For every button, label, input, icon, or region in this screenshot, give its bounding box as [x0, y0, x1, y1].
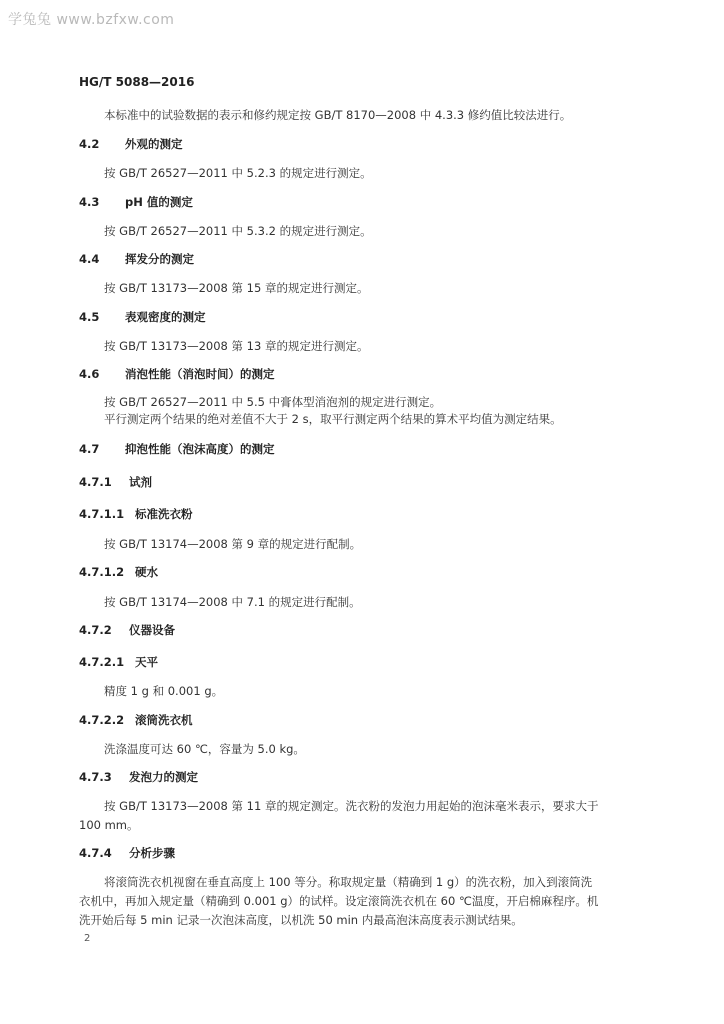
section-number: 4.7.2	[79, 623, 112, 637]
section-title: 外观的测定	[125, 137, 183, 151]
paragraph-continuation-line: 衣机中，再加入规定量（精确到 0.001 g）的试样。设定滚筒洗衣机在 60 ℃温度，开启棉麻程序。机	[79, 894, 599, 908]
section-number: 4.3	[79, 195, 100, 209]
section-title: 试剂	[129, 475, 152, 489]
section-title: 分析步骤	[129, 846, 175, 860]
paragraph-line: 将滚筒洗衣机视窗在垂直高度上 100 等分。称取规定量（精确到 1 g）的洗衣粉，加入到滚筒洗	[104, 875, 593, 889]
section-heading-4-7-4	[79, 845, 175, 861]
section-heading-4-7	[79, 441, 275, 457]
section-heading-4-7-2-2	[79, 712, 193, 728]
section-title: pH 值的测定	[125, 195, 193, 209]
section-title: 发泡力的测定	[129, 770, 198, 784]
paragraph-line: 按 GB/T 13173—2008 第 11 章的规定测定。洗衣粉的发泡力用起始的泡沫毫米表示，要求大于	[104, 799, 599, 813]
section-heading-4-7-1-1	[79, 506, 193, 522]
section-number: 4.7	[79, 442, 100, 456]
paragraph-line: 平行测定两个结果的绝对差值不大于 2 s，取平行测定两个结果的算术平均值为测定结果。	[104, 412, 562, 426]
section-number: 4.7.2.2	[79, 713, 125, 727]
paragraph-continuation-line: 100 mm。	[79, 818, 139, 832]
section-heading-4-7-2	[79, 622, 175, 638]
section-heading-4-7-3	[79, 769, 198, 785]
paragraph-line: 精度 1 g 和 0.001 g。	[104, 684, 224, 698]
section-title: 标准洗衣粉	[135, 507, 193, 521]
paragraph-continuation-line: 洗开始后每 5 min 记录一次泡沫高度，以机洗 50 min 内最高泡沫高度表示测试结果。	[79, 913, 523, 927]
section-title: 消泡性能（消泡时间）的测定	[125, 367, 275, 381]
section-title: 仪器设备	[129, 623, 175, 637]
paragraph-line: 按 GB/T 13173—2008 第 15 章的规定进行测定。	[104, 281, 369, 295]
section-title: 挥发分的测定	[125, 252, 194, 266]
paragraph-line: 洗涤温度可达 60 ℃，容量为 5.0 kg。	[104, 742, 305, 756]
section-number: 4.7.1	[79, 475, 112, 489]
paragraph-line: 按 GB/T 26527—2011 中 5.5 中膏体型消泡剂的规定进行测定。	[104, 395, 442, 409]
paragraph-line: 按 GB/T 13174—2008 第 9 章的规定进行配制。	[104, 537, 362, 551]
section-number: 4.5	[79, 310, 100, 324]
section-number: 4.7.3	[79, 770, 112, 784]
watermark-text: 学兔兔 www.bzfxw.com	[8, 12, 175, 28]
section-heading-4-2	[79, 136, 183, 152]
section-heading-4-6	[79, 366, 275, 382]
section-number: 4.7.4	[79, 846, 112, 860]
section-title: 天平	[135, 655, 158, 669]
paragraph-line: 按 GB/T 13173—2008 第 13 章的规定进行测定。	[104, 339, 369, 353]
section-heading-4-7-2-1	[79, 654, 158, 670]
section-heading-4-7-1	[79, 474, 152, 490]
section-number: 4.6	[79, 367, 100, 381]
section-number: 4.7.2.1	[79, 655, 125, 669]
paragraph-line: 按 GB/T 26527—2011 中 5.3.2 的规定进行测定。	[104, 224, 372, 238]
section-number: 4.4	[79, 252, 100, 266]
section-number: 4.7.1.1	[79, 507, 125, 521]
page-number: 2	[84, 933, 91, 944]
standard-code-header: HG/T 5088—2016	[79, 75, 195, 89]
paragraph-line: 本标准中的试验数据的表示和修约规定按 GB/T 8170—2008 中 4.3.3 修约值比较法进行。	[104, 108, 572, 122]
paragraph-line: 按 GB/T 13174—2008 中 7.1 的规定进行配制。	[104, 595, 361, 609]
section-heading-4-4	[79, 251, 194, 267]
section-title: 硬水	[135, 565, 158, 579]
section-title: 滚筒洗衣机	[135, 713, 193, 727]
section-number: 4.2	[79, 137, 100, 151]
section-heading-4-5	[79, 309, 206, 325]
section-number: 4.7.1.2	[79, 565, 125, 579]
section-heading-4-7-1-2	[79, 564, 158, 580]
section-heading-4-3	[79, 194, 193, 210]
section-title: 表观密度的测定	[125, 310, 206, 324]
section-title: 抑泡性能（泡沫高度）的测定	[125, 442, 275, 456]
paragraph-line: 按 GB/T 26527—2011 中 5.2.3 的规定进行测定。	[104, 166, 372, 180]
